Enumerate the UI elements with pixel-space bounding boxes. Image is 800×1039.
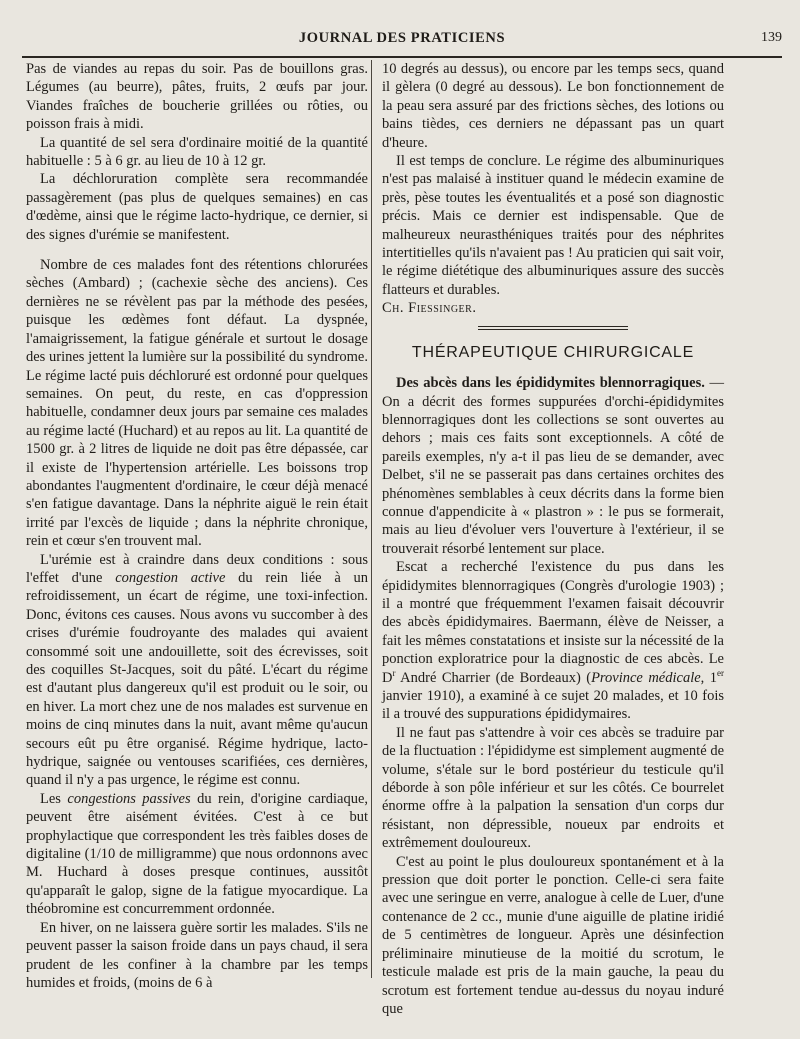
italic-term: congestions passives [67, 790, 191, 807]
text-run: André Charrier (de Bordeaux) ( [395, 669, 592, 686]
paragraph: Nombre de ces malades font des rétentions chlorurées sèches (Ambard) ; (cachexie sèche des anciens). Ces dernières ne se révèlent pas par la méthode des pesées, puisque les œdèmes font défaut. La dyspnée, l'amaigrissement, la fatigue générale et surtout le dosage des urines jettent la lumière sur la possibilité du syndrome. Le régime lacté puis déchloruré est ordonné pour quelques semaines. On peut, du reste, en cas d'oppression habituelle, condamner deux jours par semaine ces malades au régime lacté (Huchard) et au repos au lit. La quantité de 1500 gr. à 2 litres de liquide ne doit pas être dépassée, car il existe de l'hypertension artérielle. Les boissons trop abondantes l'augmentent d'ordinaire, le cœur déjà menacé s'en fatigue davantage. Dans la néphrite aiguë le rein était irrité par l'excès de liquide ; dans la néphrite chronique, rein et cœur s'en trouvent mal. [26, 257, 368, 550]
italic-term: congestion active [115, 569, 226, 586]
superscript: r [392, 667, 396, 678]
text-run: — On a décrit des formes suppurées d'orchi-épididymites blennorragiques dont les collections se sont ouvertes au dehors ; mais ces faits sont exceptionnels. A côté de pareils exemples, n'y a-t il pas lieu de se demander, avec Delbet, s'il ne se passerait pas dans certaines orchites des phénomènes semblables à ceux décrits dans la forme bien connue d'appendicite à « plastron » : le pus se formerait, mais au lieu d'évoluer vers l'ouverture à l'extérieur, il se trouverait résorbé lentement sur place. [382, 375, 724, 557]
author-signature [382, 299, 724, 317]
paragraph: C'est au point le plus douloureux spontanément et à la pression que doit porter le ponction. Celle-ci sera faite avec une seringue en verre, analogue à celle de Luer, d'une contenance de 2 cc., munie d'une aiguille de platine iridié de 5 centimètres de longueur. Après une désinfection préliminaire minutieuse de la moitié du scrotum, le testicule malade est pris de la main gauche, la peau du scrotum est fortement tendue au-dessus du noyau induré que [382, 853, 724, 1017]
paragraph: La quantité de sel sera d'ordinaire moitié de la quantité habituelle : 5 à 6 gr. au lieu de 10 à 12 gr. [26, 134, 368, 170]
running-title: JOURNAL DES PRATICIENS [298, 30, 506, 46]
article-title: Des abcès dans les épididymites blennorragiques. [396, 375, 705, 392]
paragraph: 10 degrés au dessus), ou encore par les temps secs, quand il gèlera (0 degré au dessous). Le bon fonctionnement de la peau sera assuré par des frictions sèches, des lotions ou bains tièdes, ces derniers ne dépassant pas un quart d'heure. [382, 61, 724, 151]
paragraph: Il est temps de conclure. Le régime des albuminuriques n'est pas malaisé à instituer quand le médecin examine de près, pèse toutes les éventualités et a posé son diagnostic précis. Mais ce dernier est indispensable. Que de malheureux neurasthéniques traités pour des néphrites intertitielles qu'ils n'avaient pas ! Au praticien qui sait voir, le régime diététique des albuminuriques assure des succès flatteurs et durables. [382, 153, 724, 298]
paragraph [26, 790, 368, 919]
paragraph [26, 551, 368, 790]
section-divider [478, 326, 628, 330]
paragraph [382, 558, 724, 724]
paragraph: Pas de viandes au repas du soir. Pas de bouillons gras. Légumes (au beurre), pâtes, fruits, 2 œufs par jour. Viandes fraîches de boucherie grillées ou rôties, ou poisson frais à midi. [26, 61, 368, 133]
superscript: er [717, 667, 724, 678]
text-run: Les [40, 790, 68, 807]
paragraph: Il ne faut pas s'attendre à voir ces abcès se traduire par de la fluctuation : l'épididyme est simplement augmenté de volume, s'étale sur le bord postérieur du testicule qu'il déborde à son pôle inférieur et sur les côtés. Ce bourrelet énorme offre à la palpation la sensation d'un corps dur résistant, non dépressible, noueux par endroits et extrêmement douloureux. [382, 724, 724, 852]
paragraph: En hiver, on ne laissera guère sortir les malades. S'ils ne peuvent passer la saison froide dans un pays chaud, il sera prudent de les confiner à la chambre par les temps humides et froids, (moins de 6 à [26, 919, 368, 991]
signature-text: Ch. Fiessinger. [382, 300, 477, 317]
text-run: , 1 [700, 669, 717, 686]
page-number: 139 [761, 30, 782, 45]
paragraph [382, 374, 724, 558]
paragraph: La déchloruration complète sera recommandée passagèrement (pas plus de quelques semaines) en cas d'œdème, ainsi que le régime lacto-hydrique, ce dernier, si des signes d'urémie se manifestent. [26, 171, 368, 243]
italic-term: Province médicale [591, 669, 701, 686]
page-header [22, 30, 782, 52]
section-title: THÉRAPEUTIQUE CHIRURGICALE [411, 343, 695, 361]
text-run: Escat a recherché l'existence du pus dans les épididymites blennorragiques (Congrès d'urologie 1903) ; il a montré que fréquemment l'examen faisait découvrir des abcès épididymaires. Baermann, élève de Neisser, a fait les mêmes constatations et insiste sur la nécessité de la ponction exploratrice pour la diagnostic de ces abcès. Le D [382, 559, 724, 686]
text-run: du rein, d'origine cardiaque, peuvent être aisément évitées. C'est à ce but prophylactique que correspondent les très faibles doses de digitaline (1/10 de milligramme) que nous ordonnons avec M. Huchard à doses presque continues, aussitôt qu'apparaît le galop, signe de la fatigue myocardique. La théobromine est concurremment ordonnée. [26, 790, 369, 918]
left-column [26, 60, 368, 992]
column-divider [371, 60, 372, 978]
text-run: janvier 1910), a examiné à ce sujet 20 malades, et 10 fois il a trouvé des suppurations épididymaires. [382, 688, 724, 723]
header-rule [22, 56, 782, 58]
right-column [382, 60, 724, 1018]
text-run: du rein liée à un refroidissement, un écart de régime, une toxi-infection. Donc, évitons ces causes. Nous avons vu succomber à des crises d'urémie foudroyante des malades qui avaient consommé soit une andouillette, soit des écrevisses, soit des coquilles St-Jacques, soit du pâté. L'écart du régime est d'autant plus dangereux qu'il est produit ou le soir, ou en hiver. La mort chez une de nos malades est survenue en moins de cinq minutes dans la nuit, avant même qu'aucun secours eût pu être organisé. Régime hydrique, lacto-hydrique, saignée ou ventouses scarifiées, ces dernières, quand il n'y a pas urgence, le régime est connu. [26, 569, 368, 789]
text-run: L'urémie est à craindre dans deux conditions : sous l'effet d'une [26, 551, 368, 586]
